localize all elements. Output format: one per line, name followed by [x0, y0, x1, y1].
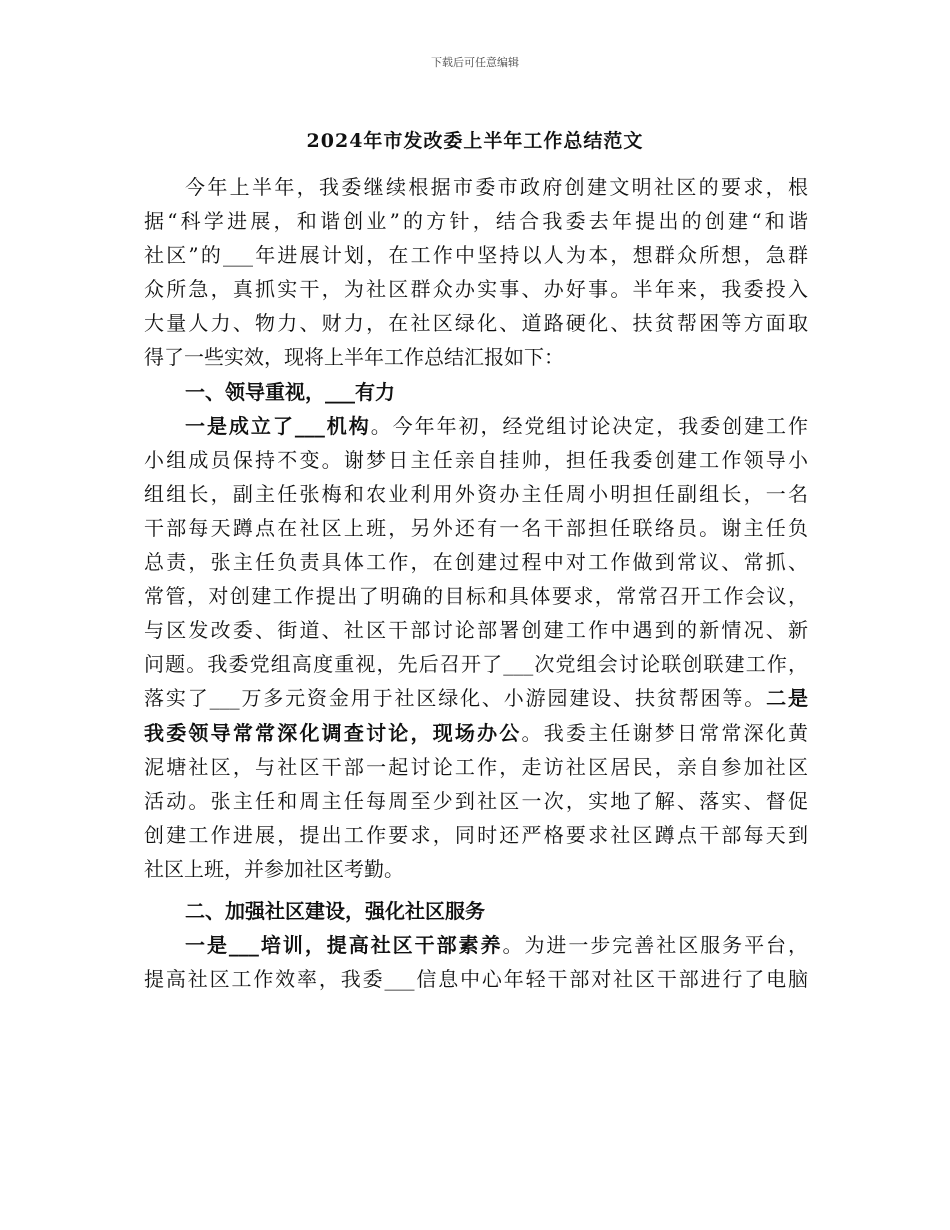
section-heading-2 [144, 894, 808, 928]
paragraph-section-1 [144, 409, 808, 886]
text-line: 据“科学进展，和谐创业”的方针，结合我委去年提出的创建“和谐 [144, 209, 808, 234]
text-line [144, 681, 808, 715]
text-line: 与区发改委、街道、社区干部讨论部署创建工作中遇到的新情况、新 [144, 618, 808, 643]
heading-text: 一、领导重视，___有力 [185, 379, 395, 404]
text-line: 泥塘社区，与社区干部一起讨论工作，走访社区居民，亲自参加社区 [144, 754, 808, 779]
text-line: 创建工作进展，提出工作要求，同时还严格要求社区蹲点干部每天到 [144, 822, 808, 847]
text-run: 。我委主任谢梦日常常深化黄 [521, 720, 809, 745]
text-line [144, 716, 808, 750]
text-line [144, 928, 808, 962]
heading-text: 二、加强社区建设，强化社区服务 [185, 898, 485, 923]
text-line: 大量人力、物力、财力，在社区绿化、道路硬化、扶贫帮困等方面取 [144, 311, 808, 336]
text-line: 问题。我委党组高度重视，先后召开了___次党组会讨论联创联建工作， [144, 652, 808, 677]
text-line: 活动。张主任和周主任每周至少到社区一次，实地了解、落实、督促 [144, 788, 808, 813]
text-run: 。为进一步完善社区服务平台， [502, 933, 809, 958]
bold-lead: 一是___培训，提高社区干部素养 [185, 933, 503, 958]
bold-lead: 我委领导常常深化调查讨论，现场办公 [144, 720, 522, 745]
text-line: 组组长，副主任张梅和农业利用外资办主任周小明担任副组长，一名 [144, 481, 808, 506]
text-run: 落实了___万多元资金用于社区绿化、小游园建设、扶贫帮困等。 [144, 686, 767, 711]
text-line: 小组成员保持不变。谢梦日主任亲自挂帅，担任我委创建工作领导小 [144, 447, 808, 472]
bold-lead: 一是成立了___机构 [185, 413, 371, 438]
text-line: 提高社区工作效率，我委___信息中心年轻干部对社区干部进行了电脑 [144, 967, 808, 992]
bold-lead: 二是 [766, 686, 809, 711]
text-line [144, 409, 808, 443]
text-line: 社区”的___年进展计划，在工作中坚持以人为本，想群众所想，急群 [144, 243, 808, 268]
text-line: 社区上班，并参加社区考勤。 [144, 856, 404, 881]
text-run: 。今年年初，经党组讨论决定，我委创建工作 [370, 413, 809, 438]
section-heading-1 [144, 375, 808, 409]
text-line: 总责，张主任负责具体工作，在创建过程中对工作做到常议、常抓、 [144, 550, 808, 575]
document-title: 2024年市发改委上半年工作总结范文 [306, 130, 644, 152]
text-line: 今年上半年，我委继续根据市委市政府创建文明社区的要求，根 [185, 175, 808, 199]
header-note: 下载后可任意编辑 [431, 56, 519, 69]
text-line: 得了一些实效，现将上半年工作总结汇报如下： [144, 345, 564, 370]
text-line: 众所急，真抓实干，为社区群众办实事、办好事。半年来，我委投入 [144, 277, 808, 302]
text-line: 常管，对创建工作提出了明确的目标和具体要求，常常召开工作会议， [144, 584, 808, 609]
paragraph-intro [144, 170, 808, 375]
text-line: 干部每天蹲点在社区上班，另外还有一名干部担任联络员。谢主任负 [144, 515, 808, 540]
paragraph-section-2 [144, 928, 808, 996]
document-body [144, 170, 808, 996]
